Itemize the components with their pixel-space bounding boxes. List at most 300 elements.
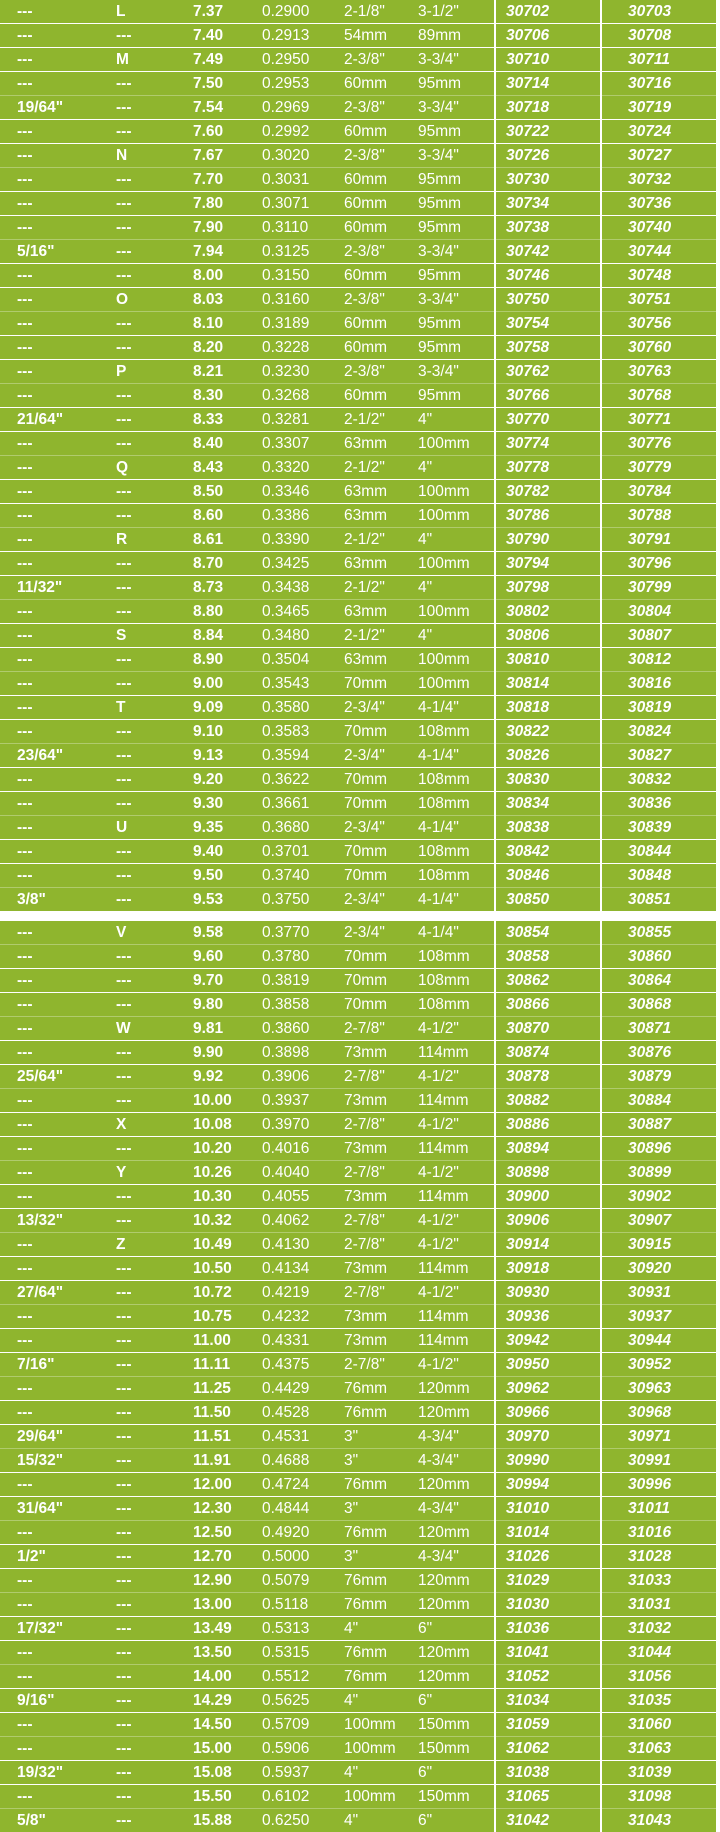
table-row [0, 863, 716, 887]
part-number-b-cell: 31060 [628, 1716, 672, 1733]
part-number-b-cell: 30844 [628, 843, 672, 860]
table-row [0, 992, 716, 1016]
letter-size-cell: --- [116, 1188, 132, 1205]
table-row [0, 551, 716, 575]
mm-size-cell: 7.94 [193, 243, 224, 260]
part-number-b-cell: 30812 [628, 651, 672, 668]
table-row [0, 1736, 716, 1760]
flute-length-cell: 2-3/4" [344, 819, 385, 836]
overall-length-cell: 4" [418, 459, 433, 476]
table-row [0, 167, 716, 191]
letter-size-cell: --- [116, 1068, 132, 1085]
letter-size-cell: --- [116, 315, 132, 332]
part-number-b-cell: 30807 [628, 627, 672, 644]
part-number-b-cell: 30968 [628, 1404, 672, 1421]
mm-size-cell: 14.29 [193, 1692, 232, 1709]
letter-size-cell: Z [116, 1236, 126, 1253]
flute-length-cell: 2-3/8" [344, 243, 385, 260]
part-number-a-cell: 30766 [506, 387, 550, 404]
letter-size-cell: --- [116, 27, 132, 44]
inch-size-cell: 0.3020 [262, 147, 310, 164]
mm-size-cell: 8.10 [193, 315, 224, 332]
flute-length-cell: 76mm [344, 1476, 388, 1493]
part-number-a-cell: 31010 [506, 1500, 550, 1517]
part-number-a-cell: 30906 [506, 1212, 550, 1229]
letter-size-cell: --- [116, 507, 132, 524]
inch-size-cell: 0.4219 [262, 1284, 310, 1301]
letter-size-cell: --- [116, 1044, 132, 1061]
inch-size-cell: 0.3125 [262, 243, 310, 260]
mm-size-cell: 8.73 [193, 579, 224, 596]
flute-length-cell: 60mm [344, 195, 388, 212]
letter-size-cell: --- [116, 1500, 132, 1517]
table-row [0, 407, 716, 431]
inch-size-cell: 0.3465 [262, 603, 310, 620]
part-number-b-cell: 30827 [628, 747, 672, 764]
part-number-a-cell: 31026 [506, 1548, 550, 1565]
table-row [0, 335, 716, 359]
letter-size-cell: P [116, 363, 127, 380]
overall-length-cell: 108mm [418, 843, 470, 860]
fraction-cell: --- [17, 1260, 33, 1277]
mm-size-cell: 10.50 [193, 1260, 232, 1277]
letter-size-cell: M [116, 51, 129, 68]
letter-size-cell: --- [116, 1428, 132, 1445]
flute-length-cell: 2-7/8" [344, 1020, 385, 1037]
part-number-b-cell: 30799 [628, 579, 672, 596]
part-number-a-cell: 30866 [506, 996, 550, 1013]
fraction-cell: --- [17, 435, 33, 452]
fraction-cell: 7/16" [17, 1356, 55, 1373]
fraction-cell: 13/32" [17, 1212, 64, 1229]
part-number-a-cell: 30702 [506, 3, 550, 20]
inch-size-cell: 0.2969 [262, 99, 310, 116]
flute-length-cell: 60mm [344, 387, 388, 404]
table-row [0, 1400, 716, 1424]
letter-size-cell: W [116, 1020, 131, 1037]
overall-length-cell: 4-1/2" [418, 1164, 459, 1181]
part-number-a-cell: 31014 [506, 1524, 550, 1541]
fraction-cell: --- [17, 603, 33, 620]
letter-size-cell: --- [116, 651, 132, 668]
inch-size-cell: 0.5937 [262, 1764, 310, 1781]
part-number-a-cell: 31059 [506, 1716, 550, 1733]
fraction-cell: --- [17, 1740, 33, 1757]
overall-length-cell: 95mm [418, 123, 462, 140]
part-number-a-cell: 30770 [506, 411, 550, 428]
mm-size-cell: 7.40 [193, 27, 224, 44]
part-number-b-cell: 30776 [628, 435, 672, 452]
fraction-cell: --- [17, 291, 33, 308]
mm-size-cell: 8.61 [193, 531, 224, 548]
inch-size-cell: 0.3390 [262, 531, 310, 548]
table-row [0, 287, 716, 311]
fraction-cell: --- [17, 795, 33, 812]
table-row [0, 527, 716, 551]
part-number-a-cell: 30842 [506, 843, 550, 860]
part-number-a-cell: 30838 [506, 819, 550, 836]
part-number-b-cell: 31043 [628, 1812, 672, 1829]
letter-size-cell: X [116, 1116, 127, 1133]
flute-length-cell: 73mm [344, 1140, 388, 1157]
flute-length-cell: 2-3/8" [344, 147, 385, 164]
letter-size-cell: --- [116, 1812, 132, 1829]
table-row [0, 1376, 716, 1400]
table-row [0, 1544, 716, 1568]
part-number-b-cell: 30756 [628, 315, 672, 332]
overall-length-cell: 120mm [418, 1572, 470, 1589]
flute-length-cell: 2-7/8" [344, 1068, 385, 1085]
fraction-cell: --- [17, 1476, 33, 1493]
mm-size-cell: 7.54 [193, 99, 224, 116]
inch-size-cell: 0.3701 [262, 843, 310, 860]
fraction-cell: --- [17, 267, 33, 284]
part-number-a-cell: 30962 [506, 1380, 550, 1397]
mm-size-cell: 9.09 [193, 699, 224, 716]
part-number-a-cell: 30714 [506, 75, 550, 92]
flute-length-cell: 73mm [344, 1332, 388, 1349]
fraction-cell: --- [17, 315, 33, 332]
overall-length-cell: 108mm [418, 867, 470, 884]
inch-size-cell: 0.3268 [262, 387, 310, 404]
mm-size-cell: 9.00 [193, 675, 224, 692]
flute-length-cell: 63mm [344, 435, 388, 452]
flute-length-cell: 4" [344, 1764, 359, 1781]
inch-size-cell: 0.3750 [262, 891, 310, 908]
part-number-b-cell: 30796 [628, 555, 672, 572]
part-number-a-cell: 30822 [506, 723, 550, 740]
part-number-a-cell: 30826 [506, 747, 550, 764]
inch-size-cell: 0.2900 [262, 3, 310, 20]
table-row [0, 1424, 716, 1448]
table-row [0, 143, 716, 167]
flute-length-cell: 100mm [344, 1788, 396, 1805]
table-row [0, 1472, 716, 1496]
fraction-cell: --- [17, 1596, 33, 1613]
overall-length-cell: 4" [418, 579, 433, 596]
part-number-b-cell: 30920 [628, 1260, 672, 1277]
part-number-b-cell: 31039 [628, 1764, 672, 1781]
flute-length-cell: 2-3/4" [344, 747, 385, 764]
part-number-b-cell: 30819 [628, 699, 672, 716]
fraction-cell: 31/64" [17, 1500, 64, 1517]
overall-length-cell: 4-1/2" [418, 1284, 459, 1301]
flute-length-cell: 63mm [344, 483, 388, 500]
part-number-b-cell: 30727 [628, 147, 672, 164]
inch-size-cell: 0.3780 [262, 948, 310, 965]
flute-length-cell: 2-3/8" [344, 99, 385, 116]
inch-size-cell: 0.3228 [262, 339, 310, 356]
part-number-a-cell: 30830 [506, 771, 550, 788]
overall-length-cell: 100mm [418, 651, 470, 668]
inch-size-cell: 0.3661 [262, 795, 310, 812]
part-number-a-cell: 30786 [506, 507, 550, 524]
overall-length-cell: 95mm [418, 75, 462, 92]
inch-size-cell: 0.3189 [262, 315, 310, 332]
letter-size-cell: R [116, 531, 128, 548]
letter-size-cell: --- [116, 243, 132, 260]
part-number-a-cell: 30814 [506, 675, 550, 692]
mm-size-cell: 7.50 [193, 75, 224, 92]
overall-length-cell: 100mm [418, 555, 470, 572]
overall-length-cell: 4-1/4" [418, 924, 459, 941]
letter-size-cell: --- [116, 1668, 132, 1685]
inch-size-cell: 0.3386 [262, 507, 310, 524]
mm-size-cell: 12.90 [193, 1572, 232, 1589]
inch-size-cell: 0.4920 [262, 1524, 310, 1541]
fraction-cell: --- [17, 507, 33, 524]
part-number-b-cell: 30740 [628, 219, 672, 236]
fraction-cell: 15/32" [17, 1452, 64, 1469]
part-number-a-cell: 31034 [506, 1692, 550, 1709]
table-row [0, 311, 716, 335]
part-number-a-cell: 30886 [506, 1116, 550, 1133]
letter-size-cell: --- [116, 387, 132, 404]
mm-size-cell: 7.60 [193, 123, 224, 140]
overall-length-cell: 4-1/2" [418, 1356, 459, 1373]
part-number-b-cell: 30779 [628, 459, 672, 476]
fraction-cell: --- [17, 1332, 33, 1349]
mm-size-cell: 8.50 [193, 483, 224, 500]
part-number-b-cell: 30839 [628, 819, 672, 836]
fraction-cell: --- [17, 972, 33, 989]
part-number-a-cell: 30914 [506, 1236, 550, 1253]
overall-length-cell: 114mm [418, 1308, 469, 1325]
overall-length-cell: 4-3/4" [418, 1500, 459, 1517]
overall-length-cell: 114mm [418, 1260, 469, 1277]
letter-size-cell: Q [116, 459, 129, 476]
fraction-cell: --- [17, 1668, 33, 1685]
part-number-b-cell: 30784 [628, 483, 672, 500]
flute-length-cell: 76mm [344, 1596, 388, 1613]
mm-size-cell: 8.20 [193, 339, 224, 356]
table-row [0, 968, 716, 992]
part-number-a-cell: 30882 [506, 1092, 550, 1109]
letter-size-cell: --- [116, 75, 132, 92]
overall-length-cell: 4-3/4" [418, 1428, 459, 1445]
table-row [0, 215, 716, 239]
part-number-b-cell: 30716 [628, 75, 672, 92]
fraction-cell: --- [17, 1788, 33, 1805]
part-number-a-cell: 31041 [506, 1644, 550, 1661]
fraction-cell: 1/2" [17, 1548, 46, 1565]
fraction-cell: 11/32" [17, 579, 63, 596]
mm-size-cell: 8.80 [193, 603, 224, 620]
letter-size-cell: --- [116, 996, 132, 1013]
flute-length-cell: 4" [344, 1812, 359, 1829]
table-row [0, 1136, 716, 1160]
inch-size-cell: 0.3438 [262, 579, 310, 596]
table-row [0, 839, 716, 863]
table-row [0, 503, 716, 527]
part-number-a-cell: 30778 [506, 459, 550, 476]
mm-size-cell: 7.80 [193, 195, 224, 212]
overall-length-cell: 4" [418, 531, 433, 548]
fraction-cell: --- [17, 996, 33, 1013]
overall-length-cell: 3-1/2" [418, 3, 459, 20]
flute-length-cell: 2-1/8" [344, 3, 385, 20]
part-number-a-cell: 30854 [506, 924, 550, 941]
letter-size-cell: --- [116, 99, 132, 116]
letter-size-cell: --- [116, 1740, 132, 1757]
part-number-a-cell: 30718 [506, 99, 550, 116]
fraction-cell: 17/32" [17, 1620, 64, 1637]
part-number-a-cell: 30774 [506, 435, 550, 452]
overall-length-cell: 6" [418, 1692, 433, 1709]
part-number-a-cell: 30950 [506, 1356, 550, 1373]
inch-size-cell: 0.4688 [262, 1452, 310, 1469]
mm-size-cell: 13.00 [193, 1596, 232, 1613]
inch-size-cell: 0.3770 [262, 924, 310, 941]
flute-length-cell: 3" [344, 1500, 359, 1517]
overall-length-cell: 4-1/2" [418, 1020, 459, 1037]
fraction-cell: --- [17, 531, 33, 548]
overall-length-cell: 95mm [418, 219, 462, 236]
part-number-a-cell: 30746 [506, 267, 550, 284]
inch-size-cell: 0.3150 [262, 267, 310, 284]
letter-size-cell: --- [116, 195, 132, 212]
flute-length-cell: 76mm [344, 1380, 388, 1397]
letter-size-cell: --- [116, 1308, 132, 1325]
table-row [0, 719, 716, 743]
inch-size-cell: 0.3594 [262, 747, 310, 764]
mm-size-cell: 10.20 [193, 1140, 232, 1157]
flute-length-cell: 73mm [344, 1260, 388, 1277]
letter-size-cell: --- [116, 891, 132, 908]
letter-size-cell: --- [116, 1692, 132, 1709]
flute-length-cell: 76mm [344, 1572, 388, 1589]
table-row [0, 455, 716, 479]
inch-size-cell: 0.3281 [262, 411, 310, 428]
inch-size-cell: 0.6250 [262, 1812, 310, 1829]
inch-size-cell: 0.4531 [262, 1428, 310, 1445]
part-number-b-cell: 30703 [628, 3, 672, 20]
flute-length-cell: 60mm [344, 171, 388, 188]
flute-length-cell: 3" [344, 1428, 359, 1445]
fraction-cell: --- [17, 1308, 33, 1325]
mm-size-cell: 8.60 [193, 507, 224, 524]
part-number-b-cell: 30944 [628, 1332, 672, 1349]
part-number-a-cell: 30782 [506, 483, 550, 500]
overall-length-cell: 100mm [418, 675, 470, 692]
fraction-cell: --- [17, 3, 33, 20]
letter-size-cell: --- [116, 1620, 132, 1637]
part-number-b-cell: 30860 [628, 948, 672, 965]
part-number-b-cell: 31011 [628, 1500, 670, 1517]
mm-size-cell: 15.88 [193, 1812, 232, 1829]
letter-size-cell: --- [116, 867, 132, 884]
part-number-a-cell: 30810 [506, 651, 550, 668]
table-row [0, 1160, 716, 1184]
part-number-b-cell: 30884 [628, 1092, 672, 1109]
section-separator [0, 911, 716, 921]
mm-size-cell: 15.00 [193, 1740, 232, 1757]
inch-size-cell: 0.3970 [262, 1116, 310, 1133]
mm-size-cell: 9.70 [193, 972, 224, 989]
flute-length-cell: 76mm [344, 1644, 388, 1661]
overall-length-cell: 100mm [418, 483, 470, 500]
letter-size-cell: --- [116, 771, 132, 788]
flute-length-cell: 2-1/2" [344, 579, 385, 596]
letter-size-cell: L [116, 3, 126, 20]
part-number-a-cell: 30900 [506, 1188, 550, 1205]
mm-size-cell: 8.90 [193, 651, 224, 668]
mm-size-cell: 14.50 [193, 1716, 232, 1733]
inch-size-cell: 0.6102 [262, 1788, 310, 1805]
fraction-cell: --- [17, 1716, 33, 1733]
flute-length-cell: 70mm [344, 771, 388, 788]
inch-size-cell: 0.5313 [262, 1620, 310, 1637]
flute-length-cell: 2-3/8" [344, 51, 385, 68]
letter-size-cell: --- [116, 411, 132, 428]
part-number-a-cell: 31038 [506, 1764, 550, 1781]
part-number-b-cell: 30824 [628, 723, 672, 740]
part-number-a-cell: 30818 [506, 699, 550, 716]
fraction-cell: --- [17, 459, 33, 476]
part-number-b-cell: 30931 [628, 1284, 672, 1301]
fraction-cell: --- [17, 627, 33, 644]
letter-size-cell: N [116, 147, 128, 164]
overall-length-cell: 120mm [418, 1524, 470, 1541]
fraction-cell: 3/8" [17, 891, 46, 908]
mm-size-cell: 7.37 [193, 3, 224, 20]
part-number-a-cell: 31029 [506, 1572, 550, 1589]
fraction-cell: --- [17, 1020, 33, 1037]
table-row [0, 1688, 716, 1712]
table-row [0, 1616, 716, 1640]
overall-length-cell: 95mm [418, 171, 462, 188]
overall-length-cell: 150mm [418, 1740, 470, 1757]
overall-length-cell: 3-3/4" [418, 291, 459, 308]
overall-length-cell: 114mm [418, 1092, 469, 1109]
inch-size-cell: 0.3860 [262, 1020, 310, 1037]
part-number-a-cell: 30738 [506, 219, 550, 236]
part-number-a-cell: 30874 [506, 1044, 550, 1061]
fraction-cell: --- [17, 723, 33, 740]
table-row [0, 647, 716, 671]
overall-length-cell: 120mm [418, 1380, 470, 1397]
part-number-b-cell: 30887 [628, 1116, 672, 1133]
part-number-b-cell: 31031 [628, 1596, 672, 1613]
overall-length-cell: 120mm [418, 1596, 470, 1613]
inch-size-cell: 0.5118 [262, 1596, 309, 1613]
inch-size-cell: 0.3819 [262, 972, 310, 989]
inch-size-cell: 0.4062 [262, 1212, 310, 1229]
fraction-cell: --- [17, 219, 33, 236]
flute-length-cell: 2-7/8" [344, 1116, 385, 1133]
mm-size-cell: 11.91 [193, 1452, 231, 1469]
part-number-a-cell: 30706 [506, 27, 550, 44]
fraction-cell: --- [17, 483, 33, 500]
letter-size-cell: --- [116, 1380, 132, 1397]
part-number-b-cell: 30719 [628, 99, 672, 116]
fraction-cell: --- [17, 1404, 33, 1421]
letter-size-cell: --- [116, 1548, 132, 1565]
part-number-b-cell: 30876 [628, 1044, 672, 1061]
flute-length-cell: 63mm [344, 651, 388, 668]
mm-size-cell: 9.80 [193, 996, 224, 1013]
part-number-a-cell: 30970 [506, 1428, 550, 1445]
inch-size-cell: 0.4724 [262, 1476, 310, 1493]
part-number-a-cell: 30758 [506, 339, 550, 356]
part-number-b-cell: 30851 [628, 891, 672, 908]
letter-size-cell: --- [116, 483, 132, 500]
letter-size-cell: S [116, 627, 127, 644]
overall-length-cell: 4-3/4" [418, 1452, 459, 1469]
part-number-a-cell: 30798 [506, 579, 550, 596]
part-number-a-cell: 31062 [506, 1740, 550, 1757]
inch-size-cell: 0.3346 [262, 483, 310, 500]
